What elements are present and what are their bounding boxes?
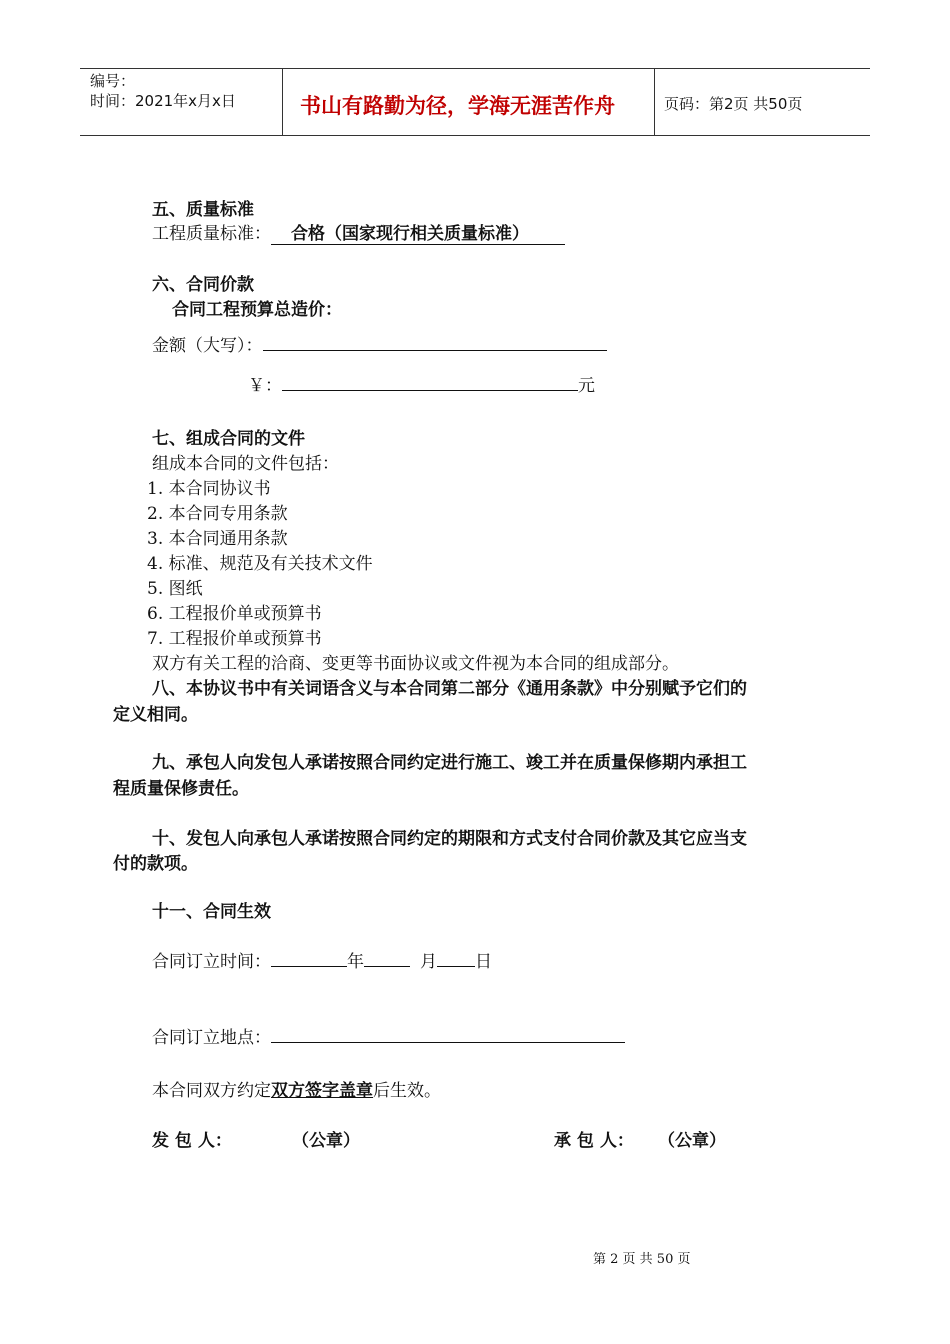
documents-item-5: 5. 图纸 [147, 579, 203, 599]
header-time: 时间：2021年x月x日 [90, 92, 236, 110]
signing-time-label: 合同订立时间： [152, 952, 271, 972]
documents-item-3: 3. 本合同通用条款 [147, 529, 288, 549]
documents-item-7: 7. 工程报价单或预算书 [147, 629, 322, 649]
section-9-line-1: 九、承包人向发包人承诺按照合同约定进行施工、竣工并在质量保修期内承担工 [152, 753, 747, 773]
documents-item-6: 6. 工程报价单或预算书 [147, 604, 322, 624]
signing-place-row [152, 1023, 625, 1048]
documents-item-2: 2. 本合同专用条款 [147, 504, 288, 524]
section-9-line-2: 程质量保修责任。 [113, 779, 249, 799]
section-7-title: 七、组成合同的文件 [152, 429, 305, 449]
signing-month-blank [364, 948, 410, 967]
header-top-border [80, 68, 870, 69]
party-a-seal: （公章） [292, 1131, 360, 1151]
section-8-line-2: 定义相同。 [113, 705, 198, 725]
header-divider-right [654, 68, 655, 135]
quality-standard-label: 工程质量标准： [152, 224, 271, 244]
signing-year-unit: 年 [347, 952, 364, 972]
header-bottom-border [80, 135, 870, 136]
signing-place-label: 合同订立地点： [152, 1028, 271, 1048]
section-6-title: 六、合同价款 [152, 275, 254, 295]
section-8-line-1: 八、本协议书中有关词语含义与本合同第二部分《通用条款》中分别赋予它们的 [152, 679, 747, 699]
header-divider-left [282, 68, 283, 135]
quality-standard-row [152, 219, 565, 245]
documents-item-1: 1. 本合同协议书 [147, 479, 271, 499]
amount-yen-unit: 元 [578, 376, 595, 396]
signing-place-blank [271, 1024, 625, 1043]
party-a-label: 发 包 人： [152, 1131, 232, 1151]
signing-day-unit: 日 [475, 952, 492, 972]
effect-clause [152, 1076, 441, 1101]
signing-day-blank [437, 948, 475, 967]
signing-year-blank [271, 948, 347, 967]
documents-intro: 组成本合同的文件包括： [152, 454, 339, 474]
section-10-line-2: 付的款项。 [113, 854, 198, 874]
header-motto: 书山有路勤为径，学海无涯苦作舟 [300, 94, 615, 118]
quality-standard-value: 合格（国家现行相关质量标准） [271, 219, 565, 245]
effect-clause-post: 后生效。 [373, 1081, 441, 1101]
amount-yen-blank [282, 372, 578, 391]
section-5-title: 五、质量标准 [152, 200, 254, 220]
footer-page-number: 第 2 页 共 50 页 [593, 1252, 691, 1267]
amount-yen-row [248, 371, 595, 396]
effect-clause-bold: 双方签字盖章 [271, 1081, 373, 1101]
amount-yen-label: ￥： [248, 376, 282, 396]
signing-month-unit: 月 [420, 952, 437, 972]
amount-words-label: 金额（大写）： [152, 336, 263, 356]
documents-item-4: 4. 标准、规范及有关技术文件 [147, 554, 373, 574]
effect-clause-pre: 本合同双方约定 [152, 1081, 271, 1101]
documents-note: 双方有关工程的洽商、变更等书面协议或文件视为本合同的组成部分。 [152, 654, 679, 674]
party-b-label: 承 包 人： [554, 1131, 634, 1151]
amount-words-blank [263, 332, 607, 351]
section-10-line-1: 十、发包人向承包人承诺按照合同约定的期限和方式支付合同价款及其它应当支 [152, 829, 747, 849]
amount-words-row [152, 331, 607, 356]
budget-subtitle: 合同工程预算总造价： [172, 300, 342, 320]
header-page-info: 页码：第2页 共50页 [664, 95, 803, 113]
signing-time-row [152, 947, 492, 972]
header-serial-label: 编号： [90, 72, 136, 90]
section-11-title: 十一、合同生效 [152, 902, 271, 922]
party-b-seal: （公章） [658, 1131, 726, 1151]
